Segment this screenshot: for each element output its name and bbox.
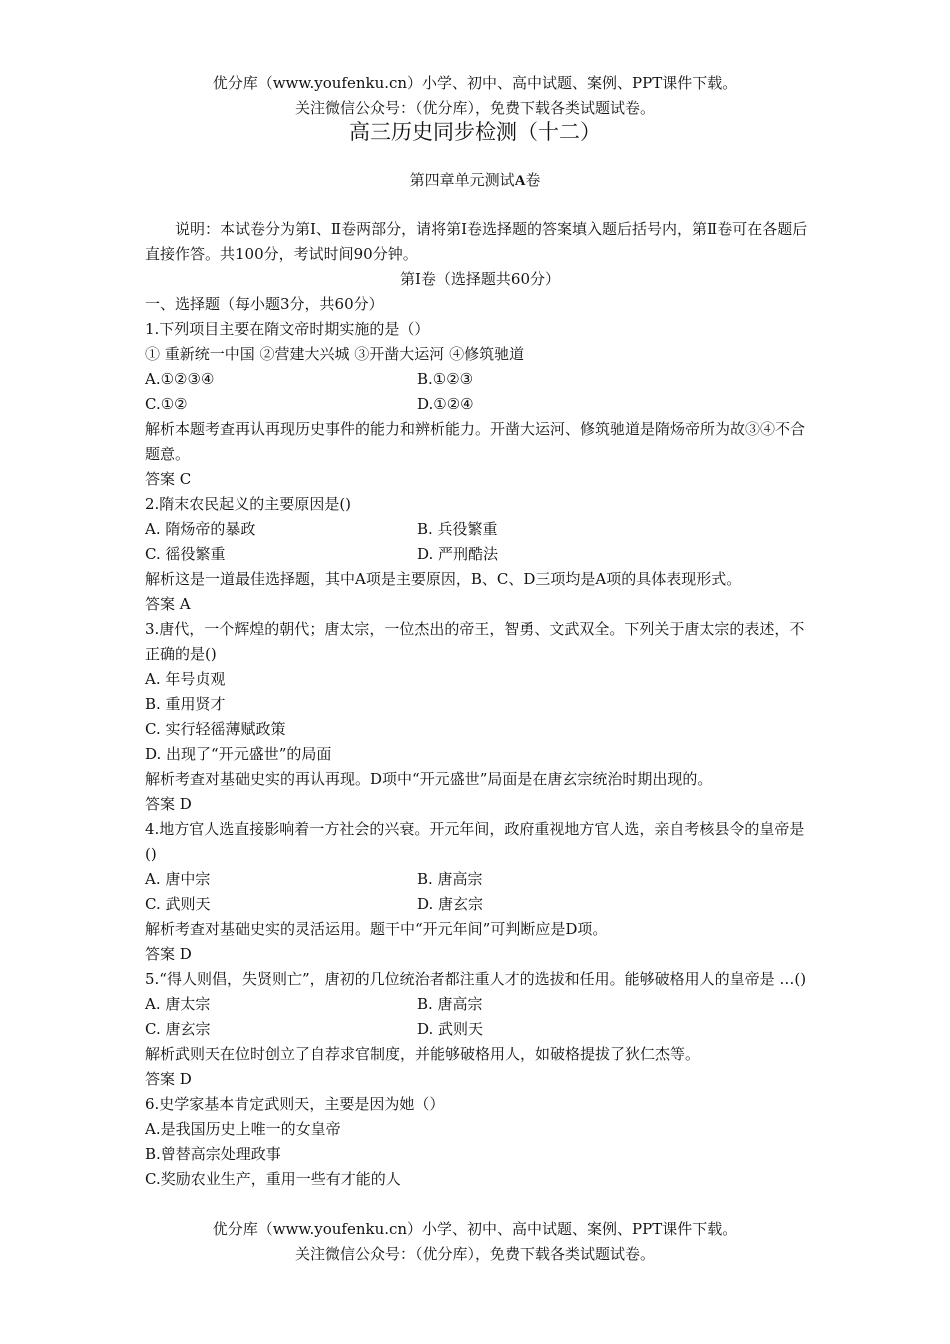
q5-option-d: D. 武则天 bbox=[417, 1020, 484, 1038]
question-1-options-row-1 bbox=[145, 367, 815, 392]
question-5-analysis: 解析武则天在位时创立了自荐求官制度，并能够破格用人，如破格提拔了狄仁杰等。 bbox=[145, 1045, 701, 1063]
subtitle-bold: A bbox=[514, 173, 526, 189]
page-header bbox=[0, 71, 950, 121]
q4-option-d: D. 唐玄宗 bbox=[417, 895, 484, 913]
question-4-stem: 4.地方官人选直接影响着一方社会的兴衰。开元年间，政府重视地方官人选，亲自考核县令的皇帝是() bbox=[145, 820, 805, 863]
page-title: 高三历史同步检测（十二） bbox=[349, 120, 601, 144]
q6-option-a: A.是我国历史上唯一的女皇帝 bbox=[145, 1120, 341, 1138]
question-5-options-row-1 bbox=[145, 992, 815, 1017]
q3-option-d: D. 出现了“开元盛世”的局面 bbox=[145, 745, 332, 763]
q5-option-b: B. 唐高宗 bbox=[417, 995, 483, 1013]
q1-option-c: C.①② bbox=[145, 395, 188, 413]
question-2-analysis: 解析这是一道最佳选择题，其中A项是主要原因，B、C、D三项均是A项的具体表现形式。 bbox=[145, 570, 742, 588]
question-2-options-row-2 bbox=[145, 542, 815, 567]
subtitle-suffix: 卷 bbox=[525, 171, 541, 189]
q2-option-a: A. 隋炀帝的暴政 bbox=[145, 520, 256, 538]
q4-option-c: C. 武则天 bbox=[145, 895, 211, 913]
q4-option-a: A. 唐中宗 bbox=[145, 870, 211, 888]
question-3-stem: 3.唐代，一个辉煌的朝代；唐太宗，一位杰出的帝王，智勇、文武双全。下列关于唐太宗的表述，不正确的是() bbox=[145, 620, 805, 663]
header-line-1: 优分库（www.youfenku.cn）小学、初中、高中试题、案例、PPT课件下载。 bbox=[212, 74, 738, 92]
q6-option-b: B.曾替高宗处理政事 bbox=[145, 1145, 281, 1163]
q1-option-b: B.①②③ bbox=[417, 370, 474, 388]
question-4-answer: 答案 D bbox=[145, 945, 192, 963]
part1-title: 第Ⅰ卷（选择题共60分） bbox=[399, 270, 560, 288]
question-2-options-row-1 bbox=[145, 517, 815, 542]
page-footer bbox=[0, 1217, 950, 1267]
intro-paragraph: 说明：本试卷分为第Ⅰ、Ⅱ卷两部分，请将第Ⅰ卷选择题的答案填入题后括号内，第Ⅱ卷可在各题后直接作答。共100分，考试时间90分钟。 bbox=[145, 220, 808, 263]
question-5-answer: 答案 D bbox=[145, 1070, 192, 1088]
question-1-options-row-2 bbox=[145, 392, 815, 417]
q3-option-b: B. 重用贤才 bbox=[145, 695, 226, 713]
question-3-analysis: 解析考查对基础史实的再认再现。D项中“开元盛世”局面是在唐玄宗统治时期出现的。 bbox=[145, 770, 713, 788]
question-5-stem: 5.“得人则倡，失贤则亡”，唐初的几位统治者都注重人才的选拔和任用。能够破格用人的皇帝是 …() bbox=[145, 970, 807, 988]
q3-option-c: C. 实行轻徭薄赋政策 bbox=[145, 720, 286, 738]
question-3-answer: 答案 D bbox=[145, 795, 192, 813]
question-4-analysis: 解析考查对基础史实的灵活运用。题干中“开元年间”可判断应是D项。 bbox=[145, 920, 608, 938]
q2-option-d: D. 严刑酷法 bbox=[417, 545, 499, 563]
question-5-options-row-2 bbox=[145, 1017, 815, 1042]
page-subtitle bbox=[0, 168, 950, 194]
question-1-stem: 1.下列项目主要在隋文帝时期实施的是（） bbox=[145, 320, 430, 338]
question-4-options-row-2 bbox=[145, 892, 815, 917]
question-1-analysis: 解析本题考查再认再现历史事件的能力和辨析能力。开凿大运河、修筑驰道是隋炀帝所为故③④不合题意。 bbox=[145, 420, 806, 463]
q5-option-c: C. 唐玄宗 bbox=[145, 1020, 211, 1038]
q2-option-c: C. 徭役繁重 bbox=[145, 545, 226, 563]
q5-option-a: A. 唐太宗 bbox=[145, 995, 211, 1013]
subtitle-prefix: 第四章单元测试 bbox=[409, 171, 515, 189]
exam-content bbox=[145, 217, 815, 1192]
q3-option-a: A. 年号贞观 bbox=[145, 670, 226, 688]
question-2-answer: 答案 A bbox=[145, 595, 191, 613]
q1-option-a: A.①②③④ bbox=[145, 370, 215, 388]
q6-option-c: C.奖励农业生产，重用一些有才能的人 bbox=[145, 1170, 401, 1188]
question-1-answer: 答案 C bbox=[145, 470, 192, 488]
footer-line-2: 关注微信公众号：（优分库），免费下载各类试题试卷。 bbox=[294, 1245, 655, 1263]
q2-option-b: B. 兵役繁重 bbox=[417, 520, 498, 538]
question-2-stem: 2.隋末农民起义的主要原因是() bbox=[145, 495, 352, 513]
question-1-items: ① 重新统一中国 ②营建大兴城 ③开凿大运河 ④修筑驰道 bbox=[145, 345, 525, 363]
question-4-options-row-1 bbox=[145, 867, 815, 892]
q1-option-d: D.①②④ bbox=[417, 395, 474, 413]
q4-option-b: B. 唐高宗 bbox=[417, 870, 483, 888]
question-6-stem: 6.史学家基本肯定武则天，主要是因为她（） bbox=[145, 1095, 445, 1113]
header-line-2: 关注微信公众号：（优分库），免费下载各类试题试卷。 bbox=[294, 99, 655, 117]
footer-line-1: 优分库（www.youfenku.cn）小学、初中、高中试题、案例、PPT课件下载。 bbox=[212, 1220, 738, 1238]
section-heading: 一、选择题（每小题3分，共60分） bbox=[145, 295, 384, 313]
